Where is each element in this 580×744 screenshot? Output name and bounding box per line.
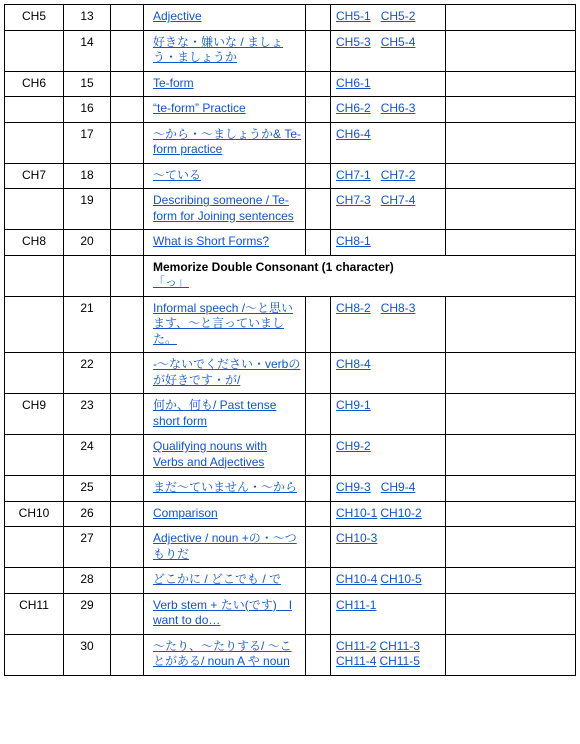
lesson-number-cell — [64, 255, 111, 296]
blank-cell — [446, 122, 576, 163]
lesson-number-cell — [64, 568, 111, 594]
chapter-label: CH8 — [21, 234, 46, 248]
lesson-number-cell — [64, 394, 111, 435]
chapter-section-link[interactable]: CH10-5 — [380, 572, 422, 586]
curriculum-table-body — [5, 5, 576, 676]
table-row — [5, 476, 576, 502]
chapter-cell — [5, 296, 64, 353]
blank-cell — [111, 97, 144, 123]
table-row — [5, 527, 576, 568]
chapter-links-cell — [331, 71, 446, 97]
chapter-cell — [5, 71, 64, 97]
chapter-section-link[interactable]: CH11-4 — [336, 654, 377, 668]
blank-cell — [446, 71, 576, 97]
blank-cell — [111, 527, 144, 568]
table-row — [5, 255, 576, 296]
chapter-cell — [5, 189, 64, 230]
chapter-cell — [5, 230, 64, 256]
chapter-section-link[interactable]: CH8-4 — [336, 357, 371, 371]
blank-cell — [111, 353, 144, 394]
lesson-number: 27 — [80, 531, 94, 545]
blank-cell — [446, 568, 576, 594]
chapter-section-link[interactable]: CH9-1 — [336, 398, 371, 412]
lesson-number-cell — [64, 353, 111, 394]
lesson-number: 21 — [80, 300, 94, 315]
lesson-number-cell — [64, 634, 111, 675]
lesson-number: 17 — [80, 126, 94, 141]
lesson-title-link[interactable]: Describing someone / Te-form for Joining sentences — [153, 193, 294, 223]
lesson-title-link[interactable]: Informal speech /～と思います、～と言っていました。 — [153, 300, 294, 346]
lesson-number: 29 — [80, 597, 94, 612]
blank-cell — [111, 189, 144, 230]
chapter-cell — [5, 353, 64, 394]
chapter-links-cell — [331, 230, 446, 256]
chapter-links-cell — [331, 593, 446, 634]
chapter-section-link[interactable]: CH6-1 — [336, 75, 371, 90]
lesson-title-cell — [144, 353, 306, 394]
chapter-cell — [5, 476, 64, 502]
table-row — [5, 230, 576, 256]
blank-cell — [446, 30, 576, 71]
chapter-links-cell — [331, 163, 446, 189]
lesson-number-cell — [64, 435, 111, 476]
chapter-links-cell — [331, 296, 446, 353]
blank-cell — [111, 30, 144, 71]
chapter-links-cell — [331, 30, 446, 71]
blank-cell — [111, 296, 144, 353]
blank-cell — [111, 5, 144, 31]
chapter-section-link[interactable]: CH5-1 — [336, 9, 371, 23]
lesson-title-cell — [144, 163, 306, 189]
blank-cell — [446, 394, 576, 435]
lesson-number-cell — [64, 71, 111, 97]
lesson-title-link[interactable]: ～ている — [153, 167, 202, 182]
lesson-title-link[interactable]: ～たり、～たりする/ ～ことがある/ noun A や noun — [153, 638, 292, 668]
chapter-label: CH9 — [21, 398, 46, 412]
lesson-number: 19 — [80, 193, 94, 207]
lesson-number: 13 — [80, 9, 94, 23]
lesson-title-link[interactable]: Adjective — [153, 9, 202, 23]
lesson-number-cell — [64, 30, 111, 71]
lesson-title-cell — [144, 568, 306, 594]
chapter-section-link[interactable]: CH11-5 — [379, 654, 420, 668]
lesson-number: 16 — [80, 101, 94, 115]
special-note-title: Memorize Double Consonant (1 character) — [153, 259, 394, 274]
chapter-section-link[interactable]: CH7-2 — [380, 167, 416, 182]
lesson-title-cell — [144, 189, 306, 230]
blank-cell — [306, 501, 331, 527]
blank-cell — [306, 568, 331, 594]
chapter-cell — [5, 5, 64, 31]
lesson-title-cell — [144, 476, 306, 502]
table-row — [5, 30, 576, 71]
blank-cell — [306, 122, 331, 163]
blank-cell — [446, 593, 576, 634]
chapter-section-link[interactable]: CH5-3 — [336, 34, 371, 49]
lesson-number: 24 — [80, 439, 94, 453]
chapter-links-cell — [331, 435, 446, 476]
blank-cell — [306, 394, 331, 435]
chapter-cell — [5, 163, 64, 189]
chapter-section-link[interactable]: CH9-2 — [336, 439, 371, 453]
blank-cell — [446, 353, 576, 394]
chapter-section-link[interactable]: CH10-2 — [380, 505, 422, 520]
lesson-title-link[interactable]: 好きな・嫌いな / ましょう・ましょうか — [153, 34, 284, 64]
blank-cell — [446, 435, 576, 476]
lesson-number: 15 — [80, 75, 94, 90]
lesson-number-cell — [64, 593, 111, 634]
chapter-section-link[interactable]: CH5-2 — [380, 9, 416, 23]
blank-cell — [446, 476, 576, 502]
blank-cell — [306, 71, 331, 97]
chapter-links-cell — [331, 568, 446, 594]
chapter-section-link[interactable]: CH9-4 — [380, 480, 416, 494]
blank-cell — [306, 476, 331, 502]
table-row — [5, 435, 576, 476]
table-row — [5, 163, 576, 189]
lesson-number-cell — [64, 296, 111, 353]
table-row — [5, 97, 576, 123]
table-row — [5, 189, 576, 230]
lesson-title-link[interactable]: どこかに / どこでも / で — [153, 572, 282, 586]
chapter-label: CH11 — [19, 597, 49, 612]
chapter-section-link[interactable]: CH6-3 — [380, 101, 416, 115]
lesson-number-cell — [64, 163, 111, 189]
lesson-title-cell — [144, 122, 306, 163]
table-row — [5, 634, 576, 675]
blank-cell — [306, 634, 331, 675]
blank-cell — [111, 163, 144, 189]
chapter-cell — [5, 568, 64, 594]
blank-cell — [111, 435, 144, 476]
blank-cell — [306, 593, 331, 634]
chapter-section-link[interactable]: CH11-3 — [379, 638, 420, 653]
blank-cell — [306, 230, 331, 256]
blank-cell — [111, 593, 144, 634]
blank-cell — [111, 501, 144, 527]
chapter-cell — [5, 255, 64, 296]
lesson-title-cell — [144, 634, 306, 675]
lesson-title-link[interactable]: まだ～ていません・～から — [153, 480, 298, 494]
blank-cell — [446, 5, 576, 31]
blank-cell — [306, 30, 331, 71]
lesson-number-cell — [64, 122, 111, 163]
chapter-section-link[interactable]: CH11-2 — [336, 638, 377, 653]
chapter-cell — [5, 122, 64, 163]
blank-cell — [446, 501, 576, 527]
chapter-label: CH10 — [18, 505, 50, 520]
table-row — [5, 71, 576, 97]
blank-cell — [306, 353, 331, 394]
special-note-cell — [144, 255, 576, 296]
chapter-cell — [5, 634, 64, 675]
lesson-title-link[interactable]: Adjective / noun +の・～つもりだ — [153, 531, 297, 561]
lesson-title-link[interactable]: What is Short Forms? — [153, 234, 270, 248]
blank-cell — [111, 230, 144, 256]
chapter-label: CH6 — [21, 75, 46, 90]
lesson-number-cell — [64, 230, 111, 256]
chapter-section-link[interactable]: CH5-4 — [380, 34, 416, 49]
lesson-title-link[interactable]: “te-form” Practice — [153, 101, 246, 115]
lesson-title-link[interactable]: -～ないでください・verbのが好きです・が/ — [153, 357, 301, 387]
lesson-number-cell — [64, 5, 111, 31]
chapter-label: CH5 — [21, 9, 46, 23]
blank-cell — [111, 255, 144, 296]
blank-cell — [111, 122, 144, 163]
lesson-title-link[interactable]: Te-form — [153, 75, 194, 90]
special-note-link[interactable]: 「っ」 — [153, 275, 190, 289]
blank-cell — [306, 163, 331, 189]
chapter-section-link[interactable]: CH6-4 — [336, 126, 371, 141]
chapter-links-cell — [331, 501, 446, 527]
chapter-links-cell — [331, 122, 446, 163]
lesson-title-link[interactable]: Qualifying nouns with Verbs and Adjectives — [153, 439, 268, 469]
table-row — [5, 296, 576, 353]
chapter-cell — [5, 501, 64, 527]
blank-cell — [306, 5, 331, 31]
chapter-section-link[interactable]: CH8-2 — [336, 300, 371, 315]
blank-cell — [111, 476, 144, 502]
lesson-title-cell — [144, 230, 306, 256]
lesson-number-cell — [64, 476, 111, 502]
lesson-number-cell — [64, 97, 111, 123]
lesson-number: 25 — [80, 480, 94, 494]
lesson-number-cell — [64, 501, 111, 527]
chapter-section-link[interactable]: CH8-1 — [336, 234, 371, 248]
chapter-section-link[interactable]: CH7-1 — [336, 167, 371, 182]
blank-cell — [111, 634, 144, 675]
lesson-title-link[interactable]: Comparison — [153, 505, 218, 520]
chapter-cell — [5, 394, 64, 435]
lesson-title-link[interactable]: 何か、何も/ Past tense short form — [153, 398, 277, 428]
blank-cell — [306, 189, 331, 230]
blank-cell — [111, 568, 144, 594]
lesson-number: 22 — [80, 357, 94, 371]
chapter-links-cell — [331, 5, 446, 31]
lesson-title-cell — [144, 5, 306, 31]
lesson-number: 26 — [80, 505, 94, 520]
chapter-cell — [5, 527, 64, 568]
lesson-title-cell — [144, 30, 306, 71]
blank-cell — [446, 189, 576, 230]
chapter-label: CH7 — [21, 167, 46, 182]
lesson-number: 30 — [80, 638, 94, 653]
chapter-section-link[interactable]: CH10-1 — [336, 505, 378, 520]
table-row — [5, 122, 576, 163]
chapter-cell — [5, 435, 64, 476]
table-row — [5, 501, 576, 527]
lesson-number: 20 — [80, 234, 94, 248]
lesson-number: 23 — [80, 398, 94, 412]
chapter-links-cell — [331, 476, 446, 502]
blank-cell — [306, 527, 331, 568]
lesson-title-cell — [144, 71, 306, 97]
lesson-title-cell — [144, 527, 306, 568]
table-row — [5, 593, 576, 634]
blank-cell — [306, 97, 331, 123]
blank-cell — [446, 527, 576, 568]
lesson-title-cell — [144, 501, 306, 527]
blank-cell — [446, 163, 576, 189]
blank-cell — [446, 296, 576, 353]
chapter-links-cell — [331, 189, 446, 230]
chapter-links-cell — [331, 527, 446, 568]
table-row — [5, 568, 576, 594]
chapter-section-link[interactable]: CH10-4 — [336, 572, 378, 586]
lesson-number: 28 — [80, 572, 94, 586]
chapter-cell — [5, 97, 64, 123]
chapter-section-link[interactable]: CH6-2 — [336, 101, 371, 115]
chapter-links-cell — [331, 97, 446, 123]
blank-cell — [446, 230, 576, 256]
blank-cell — [111, 71, 144, 97]
lesson-title-link[interactable]: ～から・～ましょうか& Te-form practice — [153, 126, 302, 156]
curriculum-table — [4, 4, 576, 676]
chapter-section-link[interactable]: CH7-4 — [380, 193, 416, 207]
chapter-links-cell — [331, 394, 446, 435]
lesson-number: 18 — [80, 167, 94, 182]
blank-cell — [446, 97, 576, 123]
chapter-section-link[interactable]: CH11-1 — [336, 597, 377, 612]
table-row — [5, 394, 576, 435]
chapter-section-link[interactable]: CH7-3 — [336, 193, 371, 207]
lesson-title-cell — [144, 593, 306, 634]
blank-cell — [446, 634, 576, 675]
lesson-number: 14 — [80, 34, 94, 49]
chapter-cell — [5, 593, 64, 634]
table-row — [5, 5, 576, 31]
lesson-number-cell — [64, 527, 111, 568]
lesson-title-cell — [144, 97, 306, 123]
table-row — [5, 353, 576, 394]
chapter-links-cell — [331, 353, 446, 394]
chapter-section-link[interactable]: CH8-3 — [380, 300, 416, 315]
chapter-cell — [5, 30, 64, 71]
blank-cell — [111, 394, 144, 435]
blank-cell — [306, 296, 331, 353]
chapter-section-link[interactable]: CH9-3 — [336, 480, 371, 494]
chapter-section-link[interactable]: CH10-3 — [336, 531, 378, 545]
chapter-links-cell — [331, 634, 446, 675]
lesson-title-cell — [144, 296, 306, 353]
blank-cell — [306, 435, 331, 476]
lesson-title-cell — [144, 394, 306, 435]
lesson-title-link[interactable]: Verb stem + たい(です) I want to do… — [153, 597, 293, 627]
lesson-number-cell — [64, 189, 111, 230]
lesson-title-cell — [144, 435, 306, 476]
